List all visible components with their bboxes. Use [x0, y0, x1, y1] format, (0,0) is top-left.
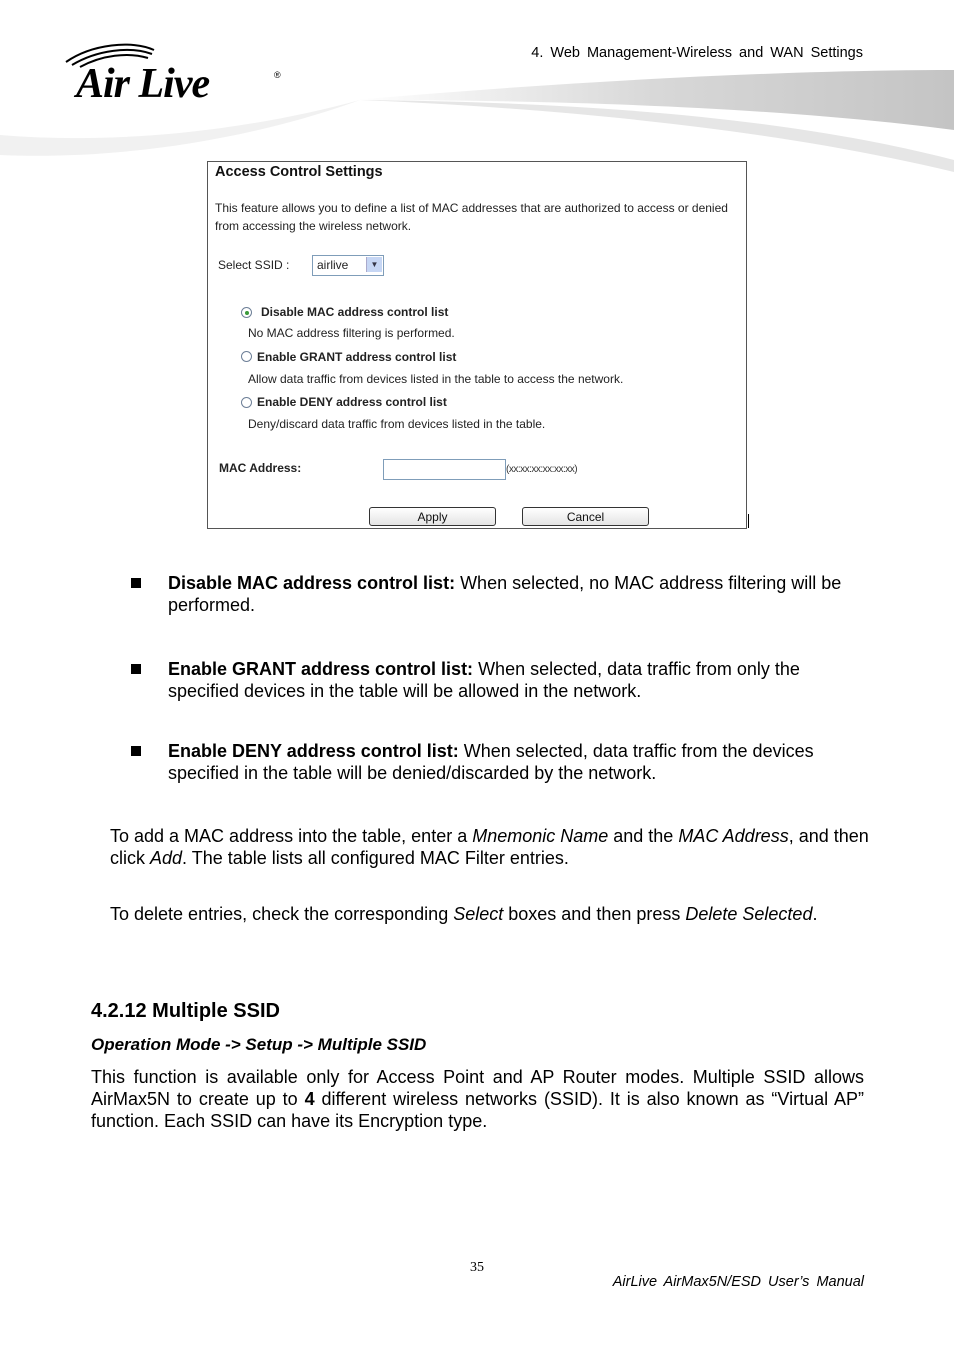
cancel-button[interactable]: Cancel [522, 507, 649, 526]
chevron-down-icon[interactable]: ▼ [366, 257, 382, 272]
bullet-square-icon [131, 746, 141, 756]
bullet-disable-mac [168, 572, 868, 616]
ssid-select[interactable] [312, 255, 384, 276]
select-ssid-label: Select SSID : [218, 258, 290, 272]
text-run-italic: MAC Address [678, 826, 789, 846]
text-run-italic: Mnemonic Name [472, 826, 609, 846]
enable-grant-desc: Allow data traffic from devices listed in the table to access the network. [248, 372, 624, 386]
multiple-ssid-paragraph [91, 1066, 864, 1132]
panel-title: Access Control Settings [215, 164, 383, 180]
text-run-italic: Add [150, 848, 183, 868]
mac-address-label: MAC Address: [219, 461, 302, 475]
panel-description: This feature allows you to define a list of MAC addresses that are authorized to access or denied from accessing the wireless network. [215, 201, 728, 233]
mac-address-input[interactable] [383, 459, 506, 480]
text-run: This function is available only for Access Point and AP Router modes. Multiple SSID allows AirMax5N to create up to [91, 1067, 864, 1109]
text-cursor [748, 514, 749, 528]
chapter-header: 4. Web Management-Wireless and WAN Settings [531, 45, 863, 61]
bullet-text: When selected, no MAC address filtering will be performed. [168, 573, 842, 615]
text-run-italic: Delete Selected [685, 904, 813, 924]
section-heading: 4.2.12 Multiple SSID [91, 1000, 280, 1022]
text-run: To add a MAC address into the table, enter a [110, 826, 473, 846]
add-mac-paragraph [110, 825, 870, 869]
mac-format-hint: (xx:xx:xx:xx:xx:xx) [506, 464, 578, 475]
enable-grant-radio[interactable] [241, 351, 252, 362]
text-run: . [812, 904, 818, 924]
text-run: To delete entries, check the corresponding [110, 904, 454, 924]
enable-deny-label: Enable DENY address control list [257, 395, 447, 409]
page-number: 35 [470, 1260, 484, 1275]
disable-mac-label: Disable MAC address control list [261, 305, 449, 319]
airlive-logo: Air Live [76, 61, 210, 107]
text-run: . The table lists all configured MAC Filter entries. [182, 848, 569, 868]
text-run: different wireless networks (SSID). It is also known as “Virtual AP” function. Each SSID can have its Encryption type. [91, 1089, 864, 1131]
enable-grant-label: Enable GRANT address control list [257, 350, 457, 364]
bullet-text: When selected, data traffic from only the specified devices in the table will be allowed in the network. [168, 659, 800, 701]
enable-deny-radio[interactable] [241, 397, 252, 408]
ssid-select-value: airlive [317, 258, 349, 272]
text-run: boxes and then press [503, 904, 686, 924]
menu-path: Operation Mode -> Setup -> Multiple SSID [91, 1035, 427, 1054]
bullet-text: When selected, data traffic from the devices specified in the table will be denied/discarded by the network. [168, 741, 814, 783]
registered-mark: ® [274, 70, 281, 80]
access-control-screenshot [207, 161, 747, 529]
manual-title-footer: AirLive AirMax5N/ESD User’s Manual [612, 1274, 864, 1290]
bullet-enable-deny [168, 740, 868, 784]
text-run-italic: Select [453, 904, 504, 924]
delete-entries-paragraph [110, 903, 890, 925]
text-run-bold: 4 [304, 1089, 315, 1109]
enable-deny-desc: Deny/discard data traffic from devices listed in the table. [248, 417, 546, 431]
bullet-term: Enable GRANT address control list: [168, 659, 474, 679]
bullet-term: Disable MAC address control list: [168, 573, 456, 593]
disable-mac-radio[interactable] [241, 307, 252, 318]
disable-mac-desc: No MAC address filtering is performed. [248, 326, 455, 340]
bullet-term: Enable DENY address control list: [168, 741, 459, 761]
bullet-square-icon [131, 578, 141, 588]
bullet-square-icon [131, 664, 141, 674]
text-run: and the [608, 826, 679, 846]
bullet-enable-grant [168, 658, 868, 702]
apply-button[interactable]: Apply [369, 507, 496, 526]
text-run: , and then click [110, 826, 869, 868]
